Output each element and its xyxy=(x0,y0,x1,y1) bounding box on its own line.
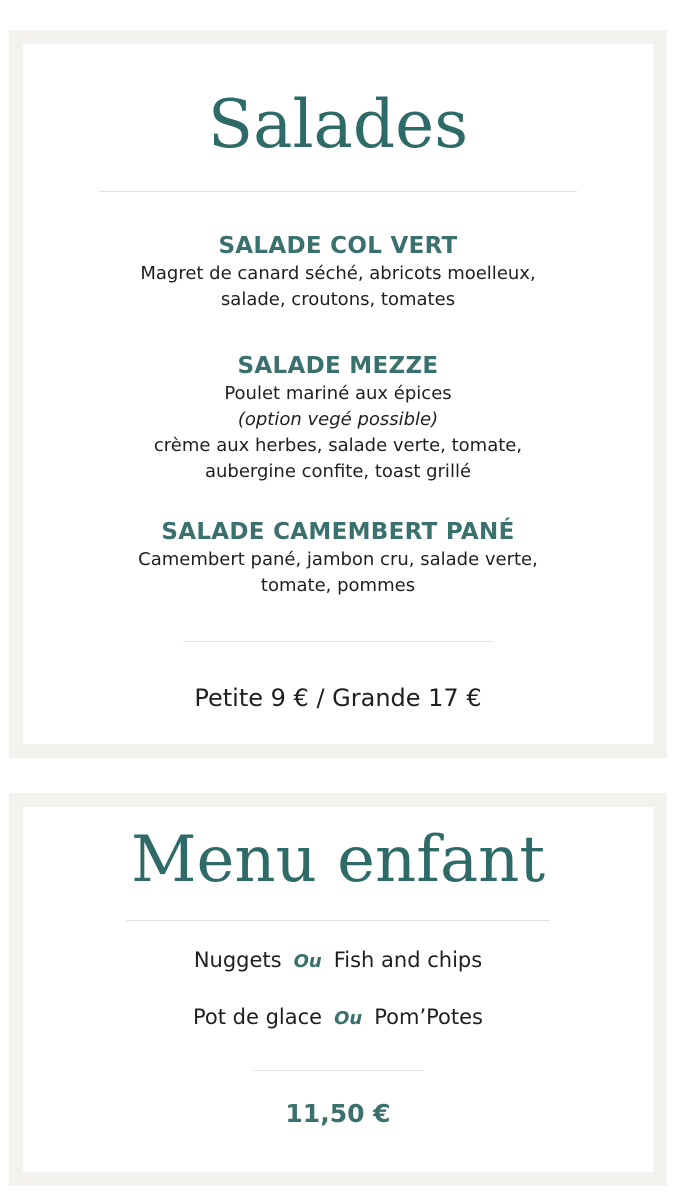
choice-right: Pom’Potes xyxy=(374,1005,483,1029)
salade-item-col-vert xyxy=(23,231,653,313)
salade-item-description xyxy=(23,547,653,599)
salade-item-description xyxy=(23,381,653,485)
salades-card xyxy=(9,30,667,758)
description-line-option: (option vegé possible) xyxy=(237,409,439,430)
salade-item-title: SALADE MEZZE xyxy=(237,353,439,379)
salades-card-inner xyxy=(23,44,653,744)
salade-item-camembert-pane xyxy=(23,517,653,599)
description-line: salade, croutons, tomates xyxy=(220,289,456,310)
menu-enfant-choice-main xyxy=(23,948,653,972)
salades-price-divider xyxy=(183,641,493,642)
description-line: aubergine confite, toast grillé xyxy=(204,461,472,482)
menu-enfant-card-inner xyxy=(23,807,653,1172)
choice-separator: Ou xyxy=(293,951,322,972)
salade-item-mezze xyxy=(23,351,653,485)
menu-enfant-title: Menu enfant xyxy=(130,823,546,897)
salades-price: Petite 9 € / Grande 17 € xyxy=(194,684,482,712)
description-line: Magret de canard séché, abricots moelleux, xyxy=(140,263,536,284)
choice-left: Pot de glace xyxy=(193,1005,323,1029)
salade-item-title: SALADE CAMEMBERT PANÉ xyxy=(161,519,515,545)
description-line: crème aux herbes, salade verte, tomate, xyxy=(153,435,523,456)
description-line: Camembert pané, jambon cru, salade verte, xyxy=(138,549,538,570)
salades-title: Salades xyxy=(207,86,469,163)
choice-left: Nuggets xyxy=(193,948,282,972)
menu-enfant-price: 11,50 € xyxy=(285,1099,391,1128)
salade-item-description xyxy=(23,261,653,313)
menu-enfant-choice-dessert xyxy=(23,1005,653,1029)
choice-right: Fish and chips xyxy=(333,948,483,972)
description-line: Poulet mariné aux épices xyxy=(224,383,452,404)
menu-enfant-card xyxy=(9,793,667,1186)
salades-title-divider xyxy=(99,191,577,192)
choice-separator: Ou xyxy=(334,1008,363,1029)
menu-enfant-price-divider xyxy=(253,1070,423,1071)
salade-item-title: SALADE COL VERT xyxy=(218,233,458,259)
menu-enfant-title-divider xyxy=(126,920,550,921)
description-line: tomate, pommes xyxy=(260,575,416,596)
